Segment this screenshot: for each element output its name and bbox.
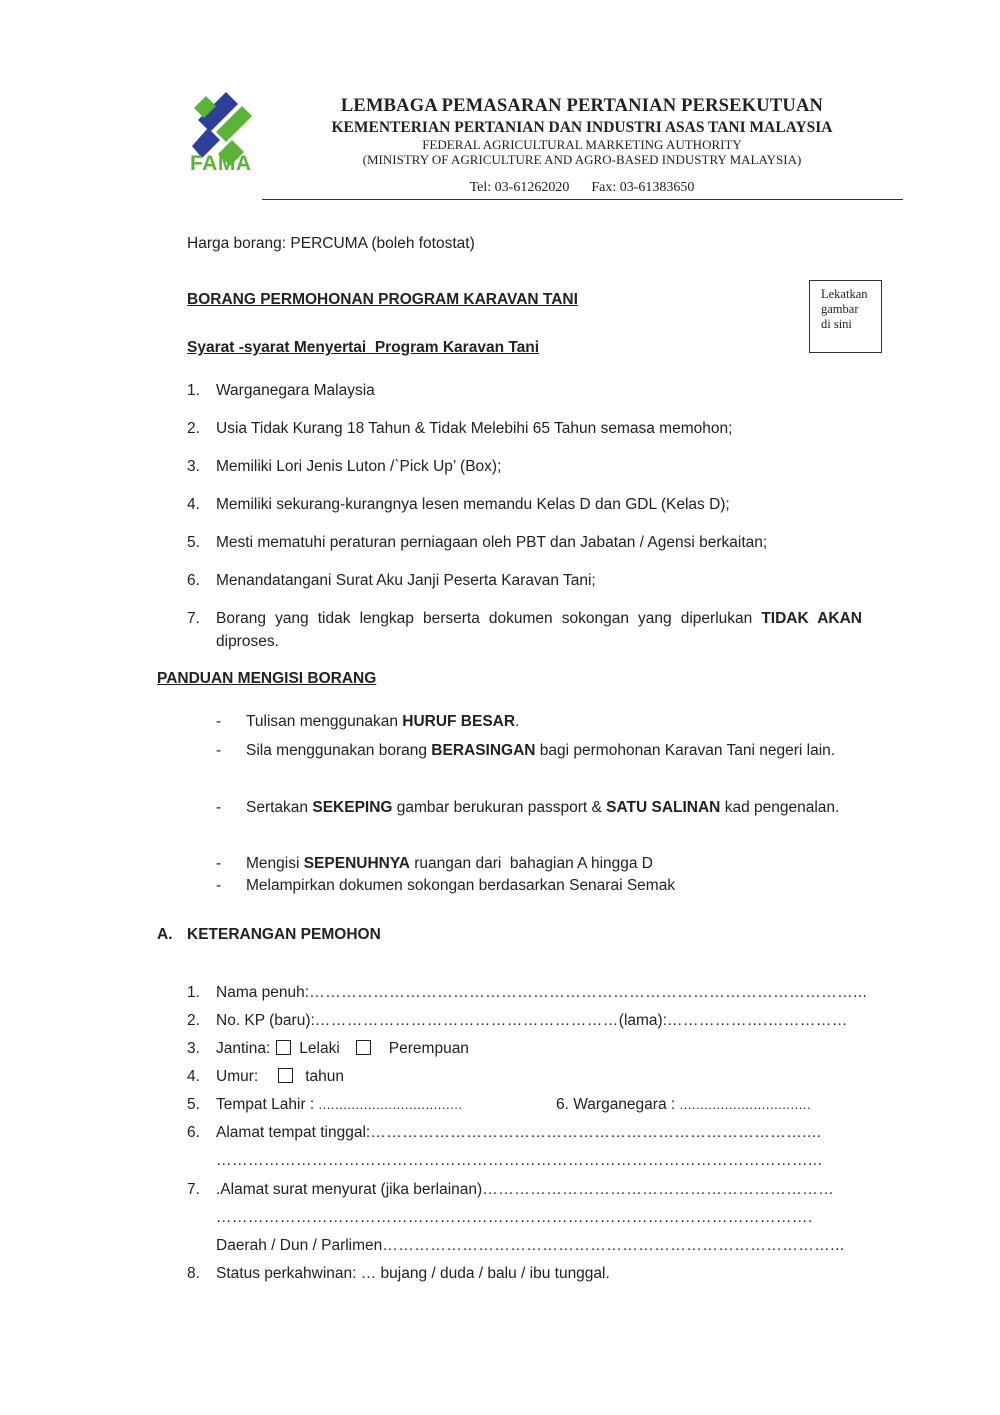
guide-text: Tulisan menggunakan: [246, 713, 403, 730]
guide-text: bagi permohonan Karavan Tani negeri lain.: [535, 742, 836, 759]
field-label: Tempat Lahir :: [216, 1096, 319, 1113]
item-number: 5.: [187, 534, 200, 551]
home-address-field[interactable]: [216, 1124, 821, 1142]
guide-title: PANDUAN MENGISI BORANG: [157, 670, 377, 687]
field-label: Nama penuh:: [216, 984, 310, 1001]
guide-bold: HURUF BESAR: [402, 713, 516, 730]
fill-line[interactable]: …………………………………………………: [314, 1012, 619, 1029]
guide-text: Sila menggunakan borang: [246, 742, 432, 759]
fill-line[interactable]: …………………………………………………………: [482, 1181, 835, 1198]
dash-bullet: -: [216, 742, 222, 759]
field-number: 5.: [187, 1096, 200, 1113]
fill-line[interactable]: ................................: [679, 1097, 812, 1112]
unit-label: tahun: [305, 1068, 344, 1085]
item-text: Memiliki sekurang-kurangnya lesen memandu Kelas D dan GDL (Kelas D);: [216, 496, 730, 513]
field-label: Alamat tempat tinggal:: [216, 1124, 371, 1141]
item-text: Warganegara Malaysia: [216, 382, 375, 399]
field-number: 8.: [187, 1265, 200, 1282]
guide-bold: SEKEPING: [312, 799, 393, 816]
fax-number: Fax: 03-61383650: [591, 180, 695, 195]
item-number: 6.: [187, 572, 200, 589]
field-number: 3.: [187, 1040, 200, 1057]
guide-bold: BERASINGAN: [431, 742, 536, 759]
full-name-field[interactable]: [216, 984, 867, 1002]
guide-text: kad pengenalan.: [720, 799, 840, 816]
tel-number: Tel: 03-61262020: [469, 180, 570, 195]
dash-bullet: -: [216, 855, 222, 872]
guide-text: Sertakan: [246, 799, 313, 816]
fill-line[interactable]: ...................................: [318, 1097, 463, 1112]
option-label: Lelaki: [299, 1040, 340, 1057]
item-text: Usia Tidak Kurang 18 Tahun & Tidak Melebihi 65 Tahun semasa memohon;: [216, 420, 733, 437]
fill-line[interactable]: ……………….……………: [667, 1012, 848, 1029]
marital-status-field[interactable]: Status perkahwinan: … bujang / duda / balu / ibu tunggal.: [216, 1265, 610, 1282]
district-field[interactable]: [216, 1237, 845, 1255]
fill-line[interactable]: ………………………………………………………………………………………………….: [216, 1209, 813, 1226]
field-label: Umur:: [216, 1068, 259, 1085]
female-checkbox[interactable]: [356, 1040, 371, 1055]
item-number: 4.: [187, 496, 200, 513]
guide-text: gambar berukuran passport &: [392, 799, 607, 816]
form-title: BORANG PERMOHONAN PROGRAM KARAVAN TANI: [187, 291, 578, 308]
male-checkbox[interactable]: [276, 1040, 291, 1055]
ministry-name-en: (MINISTRY OF AGRICULTURE AND AGRO-BASED INDUSTRY MALAYSIA): [362, 152, 802, 167]
mailing-address-field[interactable]: [216, 1181, 834, 1199]
fill-line[interactable]: …………………………………………………………………………...: [382, 1237, 845, 1254]
guide-bold: SEPENUHNYA: [303, 855, 410, 872]
logo-text: FAMA: [190, 152, 252, 175]
photo-box-line: gambar: [821, 302, 859, 316]
guide-bold: SATU SALINAN: [606, 799, 721, 816]
ic-number-field[interactable]: [216, 1012, 848, 1030]
item-number: 2.: [187, 420, 200, 437]
guide-text: Mengisi: [246, 855, 304, 872]
guide-item: [246, 713, 519, 731]
photo-box: [809, 280, 882, 353]
field-label: Daerah / Dun / Parlimen: [216, 1237, 383, 1254]
item-text: Mesti mematuhi peraturan perniagaan oleh PBT dan Jabatan / Agensi berkaitan;: [216, 534, 768, 551]
guide-item: [246, 793, 862, 822]
birthplace-field[interactable]: [216, 1096, 462, 1114]
field-number: 7.: [187, 1181, 200, 1198]
dash-bullet: -: [216, 877, 222, 894]
fill-line[interactable]: …………………………………………………………………………………………...: [309, 984, 868, 1001]
gender-field: [216, 1040, 469, 1058]
item-number: 1.: [187, 382, 200, 399]
org-name-en: FEDERAL AGRICULTURAL MARKETING AUTHORITY: [422, 137, 742, 152]
guide-item: Melampirkan dokumen sokongan berdasarkan Senarai Semak: [246, 877, 676, 894]
ministry-name-my: KEMENTERIAN PERTANIAN DAN INDUSTRI ASAS TANI MALAYSIA: [331, 119, 833, 136]
guide-text: .: [515, 713, 520, 730]
guide-item: [246, 855, 653, 873]
field-label: Jantina:: [216, 1040, 271, 1057]
citizenship-field[interactable]: [556, 1096, 811, 1114]
age-box[interactable]: [278, 1068, 293, 1083]
item-text: Memiliki Lori Jenis Luton /`Pick Up’ (Box);: [216, 458, 502, 475]
item-text: Menandatangani Surat Aku Janji Peserta Karavan Tani;: [216, 572, 596, 589]
fill-line[interactable]: ………………………………………………………………………....: [370, 1124, 822, 1141]
section-letter: A.: [157, 926, 173, 943]
option-label: Perempuan: [388, 1040, 469, 1057]
item-text-bold: TIDAK AKAN: [761, 610, 862, 627]
dash-bullet: -: [216, 713, 222, 730]
item-number: 3.: [187, 458, 200, 475]
field-label: No. KP (baru):: [216, 1012, 315, 1029]
header-divider: [262, 199, 903, 200]
org-name-my: LEMBAGA PEMASARAN PERTANIAN PERSEKUTUAN: [340, 96, 824, 116]
field-label: .Alamat surat menyurat (jika berlainan): [216, 1181, 483, 1198]
age-field: [216, 1068, 344, 1086]
item-number: 7.: [187, 610, 200, 627]
dash-bullet: -: [216, 799, 222, 816]
photo-box-line: di sini: [821, 317, 852, 331]
form-price: Harga borang: PERCUMA (boleh fotostat): [187, 235, 475, 252]
item-text-part: diproses.: [216, 633, 279, 650]
section-title: KETERANGAN PEMOHON: [187, 926, 381, 943]
field-label: (lama):: [618, 1012, 668, 1029]
field-number: 2.: [187, 1012, 200, 1029]
contact-line: [262, 180, 902, 196]
guide-text: ruangan dari bahagian A hingga D: [409, 855, 653, 872]
field-number: 6.: [187, 1124, 200, 1141]
field-number: 1.: [187, 984, 200, 1001]
field-number: 4.: [187, 1068, 200, 1085]
fill-line[interactable]: …………………………………………………………………………………………………...: [216, 1152, 823, 1169]
photo-box-line: Lekatkan: [821, 287, 868, 301]
requirements-title: Syarat -syarat Menyertai Program Karavan Tani: [187, 339, 540, 356]
guide-item: [246, 736, 862, 765]
item-text-part: Borang yang tidak lengkap berserta dokumen sokongan yang diperlukan: [216, 610, 762, 627]
field-label: 6. Warganegara :: [556, 1096, 680, 1113]
item-text: [216, 607, 862, 653]
